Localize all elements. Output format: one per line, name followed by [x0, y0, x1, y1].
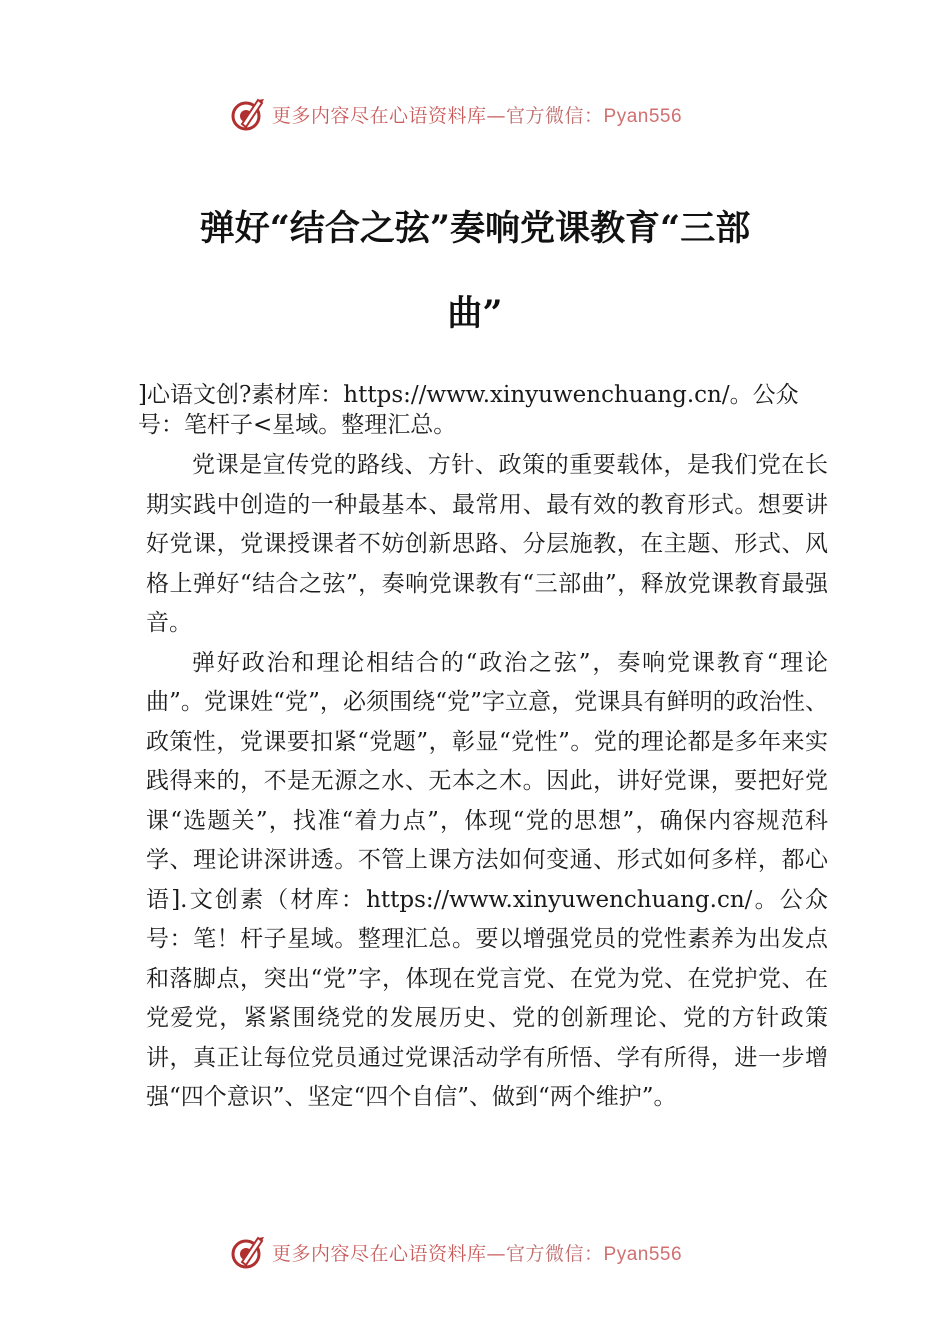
title-line-2: 曲” — [447, 293, 503, 334]
banner-text: 更多内容尽在心语资料库—官方微信：Pyan556 — [272, 1242, 683, 1265]
document-title — [120, 186, 830, 356]
paragraph-1: 党课是宣传党的路线、方针、政策的重要载体，是我们党在长期实践中创造的一种最基本、最常用、最有效的教育形式。想要讲好党课，党课授课者不妨创新思路、分层施教，在主题、形式、风格上弹好“结合之弦”，奏响党课教有“三部曲”，释放党课教育最强音。 — [146, 452, 828, 636]
footer-banner — [228, 1232, 748, 1272]
title-line-1: 弹好“结合之弦”奏响党课教育“三部 — [199, 208, 751, 249]
banner-text: 更多内容尽在心语资料库—官方微信：Pyan556 — [272, 104, 683, 127]
header-banner — [228, 94, 748, 134]
document-body — [138, 380, 828, 1118]
pen-logo-icon — [228, 94, 268, 134]
source-note: ]心语文创?素材库：https://www.xinyuwenchuang.cn/。公众号：笔杆子<星域。整理汇总。 — [138, 382, 799, 438]
pen-logo-icon — [228, 1232, 268, 1272]
paragraph-2: 弹好政治和理论相结合的“政治之弦”，奏响党课教育“理论曲”。党课姓“党”，必须围绕“党”字立意，党课具有鲜明的政治性、政策性，党课要扣紧“党题”，彰显“党性”。党的理论都是多年来实践得来的，不是无源之水、无本之木。因此，讲好党课，要把好党课“选题关”，找准“着力点”，体现“党的思想”，确保内容规范科学、理论讲深讲透。不管上课方法如何变通、形式如何多样，都心语].文创素（材库：https://www.xinyuwenchuang.cn/。公众号：笔！杆子星域。整理汇总。要以增强党员的党性素养为出发点和落脚点，突出“党”字，体现在党言党、在党为党、在党护党、在党爱党，紧紧围绕党的发展历史、党的创新理论、党的方针政策讲，真正让每位党员通过党课活动学有所悟、学有所得，进一步增强“四个意识”、坚定“四个自信”、做到“两个维护”。 — [146, 649, 828, 1110]
